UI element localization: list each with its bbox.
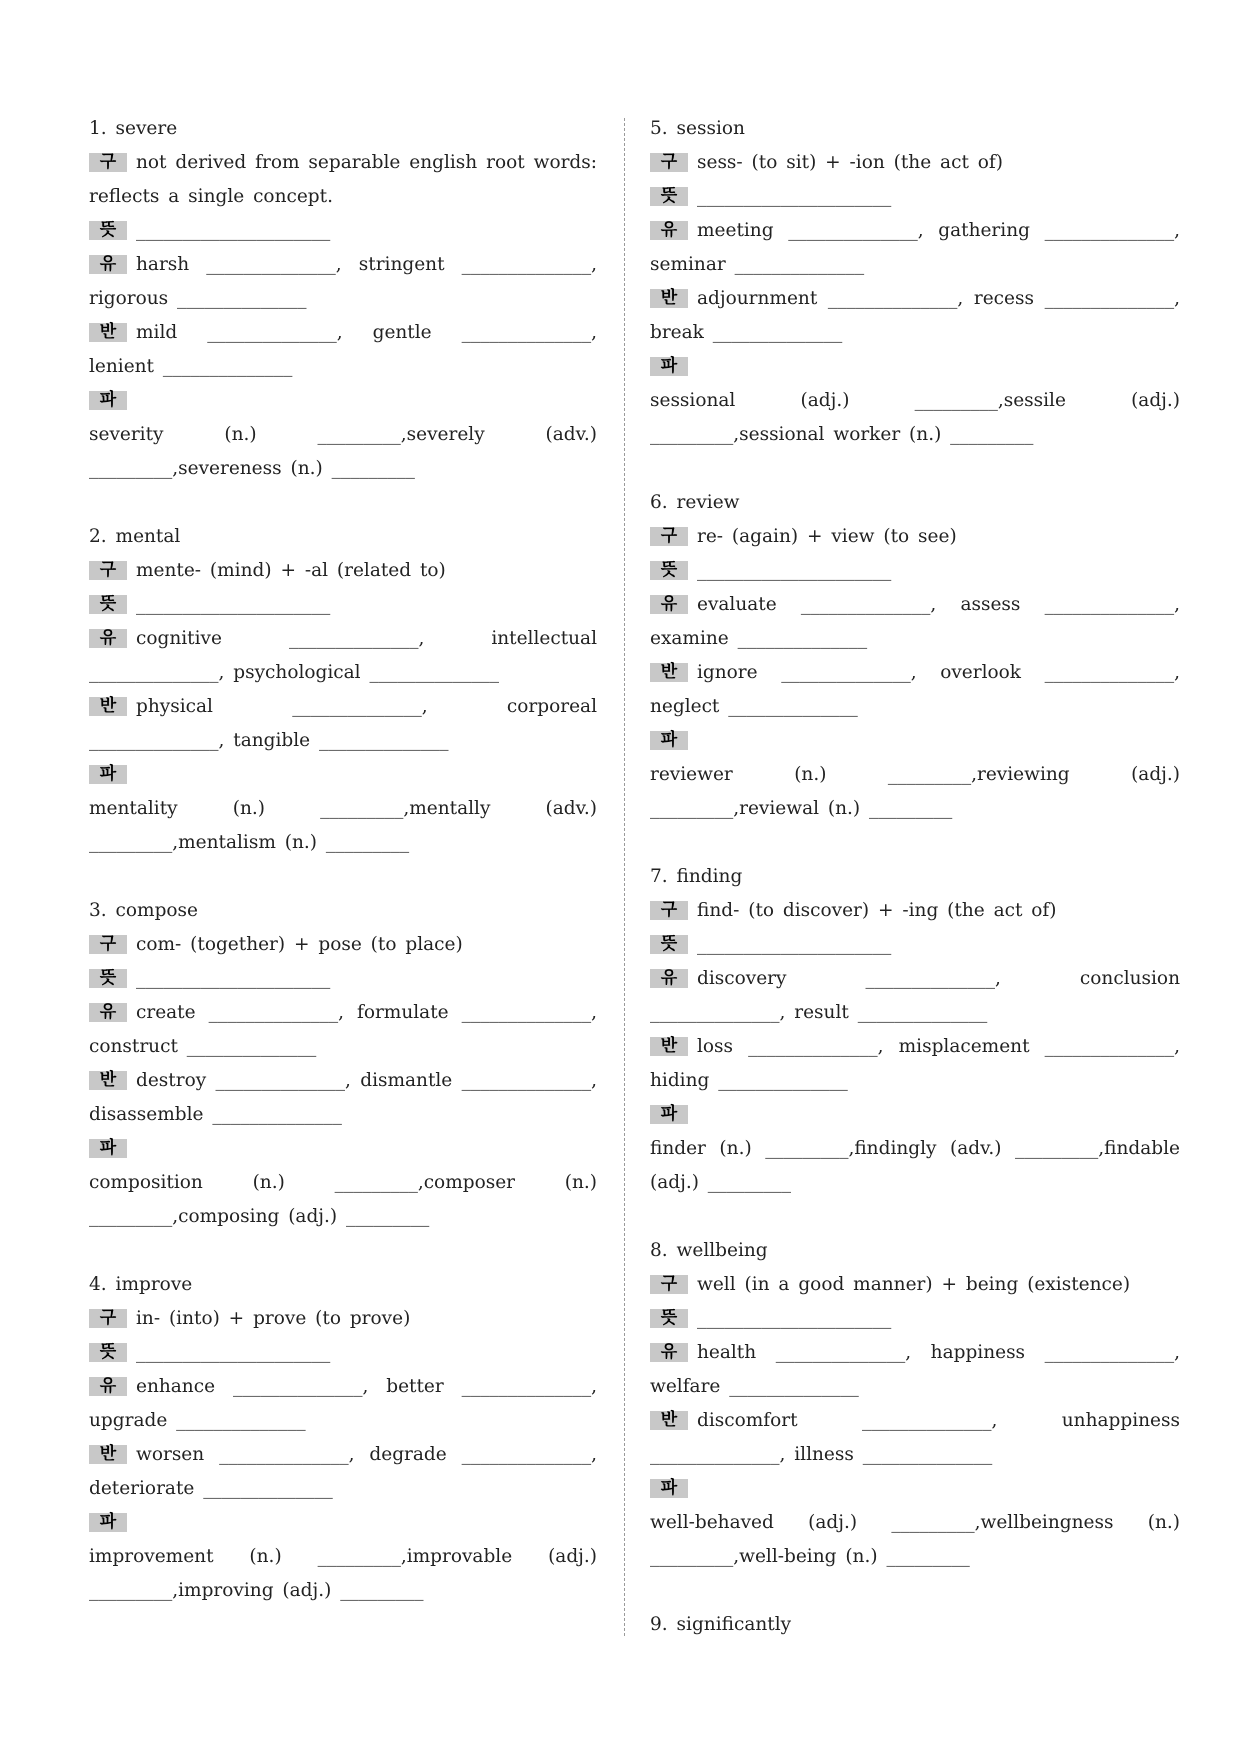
- etymology-text: mente- (mind) + -al (related to): [136, 560, 446, 581]
- pa-tag: 파: [89, 1139, 127, 1158]
- yu-tag: 유: [650, 969, 688, 988]
- gu-tag: 구: [650, 153, 688, 172]
- derivatives-text: mentality (n.) _________,mentally (adv.) _________,mentalism (n.) _________: [89, 798, 597, 853]
- ban-tag: 반: [650, 1411, 688, 1430]
- pa-tag: 파: [650, 357, 688, 376]
- vocab-entry: [650, 112, 1180, 452]
- synonyms-text: meeting ______________, gathering ______________, seminar ______________: [650, 220, 1180, 275]
- vocab-entry: [89, 1268, 597, 1608]
- tteut-row: [650, 928, 1180, 962]
- pa-row: [89, 758, 597, 792]
- pa-row: [650, 1472, 1180, 1506]
- yu-tag: 유: [89, 255, 127, 274]
- gu-tag: 구: [89, 1309, 127, 1328]
- synonyms-text: enhance ______________, better ______________, upgrade ______________: [89, 1376, 597, 1431]
- meaning-blank: _____________________: [136, 220, 331, 241]
- meaning-blank: _____________________: [697, 1308, 892, 1329]
- ban-tag: 반: [650, 1037, 688, 1056]
- gu-row: [650, 146, 1180, 180]
- pa-tag: 파: [89, 765, 127, 784]
- synonyms-text: discovery ______________, conclusion ______________, result ______________: [650, 968, 1180, 1023]
- yu-row: [650, 962, 1180, 1030]
- gu-row: [89, 554, 597, 588]
- yu-row: [89, 622, 597, 690]
- entry-title: 5. session: [650, 118, 745, 139]
- antonyms-text: mild ______________, gentle ______________, lenient ______________: [89, 322, 597, 377]
- gu-tag: 구: [650, 901, 688, 920]
- ban-row: [89, 1438, 597, 1506]
- meaning-blank: _____________________: [697, 186, 892, 207]
- vocab-entry: [650, 1234, 1180, 1574]
- synonyms-text: cognitive ______________, intellectual ______________, psychological ______________: [89, 628, 597, 683]
- etymology-text: com- (together) + pose (to place): [136, 934, 463, 955]
- pa-tag: 파: [89, 1513, 127, 1532]
- pa-tag: 파: [89, 391, 127, 410]
- antonyms-text: discomfort ______________, unhappiness ______________, illness ______________: [650, 1410, 1180, 1465]
- tteut-tag: 뜻: [89, 969, 127, 988]
- ban-tag: 반: [89, 697, 127, 716]
- yu-row: [89, 1370, 597, 1438]
- etymology-text: re- (again) + view (to see): [697, 526, 957, 547]
- ban-row: [89, 690, 597, 758]
- gu-tag: 구: [89, 561, 127, 580]
- etymology-text: in- (into) + prove (to prove): [136, 1308, 411, 1329]
- derivatives-text: sessional (adj.) _________,sessile (adj.) _________,sessional worker (n.) _________: [650, 390, 1180, 445]
- pa-tag: 파: [650, 1479, 688, 1498]
- tteut-row: [89, 962, 597, 996]
- tteut-tag: 뜻: [89, 1343, 127, 1362]
- ban-row: [650, 1404, 1180, 1472]
- yu-row: [650, 588, 1180, 656]
- derivatives-text: composition (n.) _________,composer (n.) _________,composing (adj.) _________: [89, 1172, 597, 1227]
- ban-tag: 반: [89, 1071, 127, 1090]
- pa-row: [89, 1506, 597, 1540]
- synonyms-text: create ______________, formulate ______________, construct ______________: [89, 1002, 597, 1057]
- ban-row: [89, 1064, 597, 1132]
- ban-row: [89, 316, 597, 384]
- pa-row: [650, 1098, 1180, 1132]
- ban-tag: 반: [650, 663, 688, 682]
- ban-tag: 반: [650, 289, 688, 308]
- yu-row: [650, 214, 1180, 282]
- tteut-row: [650, 554, 1180, 588]
- entry-title: 3. compose: [89, 900, 198, 921]
- meaning-blank: _____________________: [697, 560, 892, 581]
- antonyms-text: destroy ______________, dismantle ______________, disassemble ______________: [89, 1070, 597, 1125]
- entry-title: 4. improve: [89, 1274, 193, 1295]
- gu-row: [650, 520, 1180, 554]
- antonyms-text: physical ______________, corporeal ______________, tangible ______________: [89, 696, 597, 751]
- pa-tag: 파: [650, 1105, 688, 1124]
- etymology-text: find- (to discover) + -ing (the act of): [697, 900, 1057, 921]
- yu-tag: 유: [89, 629, 127, 648]
- ban-tag: 반: [89, 1445, 127, 1464]
- tteut-tag: 뜻: [89, 221, 127, 240]
- vocab-entry: [89, 894, 597, 1234]
- meaning-blank: _____________________: [136, 594, 331, 615]
- derivatives-text: improvement (n.) _________,improvable (adj.) _________,improving (adj.) _________: [89, 1546, 597, 1601]
- antonyms-text: adjournment ______________, recess ______________, break ______________: [650, 288, 1180, 343]
- entry-title: 1. severe: [89, 118, 178, 139]
- column-divider: [624, 118, 625, 1636]
- ban-row: [650, 1030, 1180, 1098]
- etymology-text: not derived from separable english root words: reflects a single concept.: [89, 152, 597, 207]
- vocab-entry: [650, 486, 1180, 826]
- yu-tag: 유: [650, 1343, 688, 1362]
- entry-title: 2. mental: [89, 526, 181, 547]
- meaning-blank: _____________________: [136, 1342, 331, 1363]
- entry-title: 9. significantly: [650, 1614, 792, 1635]
- tteut-tag: 뜻: [650, 1309, 688, 1328]
- gu-row: [650, 894, 1180, 928]
- gu-row: [89, 928, 597, 962]
- vocab-entry: [89, 112, 597, 486]
- gu-row: [650, 1268, 1180, 1302]
- gu-tag: 구: [89, 153, 127, 172]
- pa-row: [89, 1132, 597, 1166]
- yu-tag: 유: [89, 1377, 127, 1396]
- tteut-row: [89, 1336, 597, 1370]
- gu-tag: 구: [650, 1275, 688, 1294]
- synonyms-text: evaluate ______________, assess ______________, examine ______________: [650, 594, 1180, 649]
- ban-tag: 반: [89, 323, 127, 342]
- synonyms-text: harsh ______________, stringent ______________, rigorous ______________: [89, 254, 597, 309]
- yu-tag: 유: [650, 221, 688, 240]
- entry-title: 6. review: [650, 492, 740, 513]
- tteut-row: [89, 588, 597, 622]
- tteut-row: [650, 1302, 1180, 1336]
- antonyms-text: loss ______________, misplacement ______________, hiding ______________: [650, 1036, 1180, 1091]
- derivatives-text: well-behaved (adj.) _________,wellbeingness (n.) _________,well-being (n.) _________: [650, 1512, 1180, 1567]
- yu-tag: 유: [650, 595, 688, 614]
- gu-tag: 구: [650, 527, 688, 546]
- vocab-entry: [650, 1608, 1180, 1642]
- tteut-tag: 뜻: [89, 595, 127, 614]
- etymology-text: sess- (to sit) + -ion (the act of): [697, 152, 1003, 173]
- gu-tag: 구: [89, 935, 127, 954]
- gu-row: [89, 1302, 597, 1336]
- yu-tag: 유: [89, 1003, 127, 1022]
- pa-row: [650, 724, 1180, 758]
- pa-row: [89, 384, 597, 418]
- meaning-blank: _____________________: [697, 934, 892, 955]
- antonyms-text: ignore ______________, overlook ______________, neglect ______________: [650, 662, 1180, 717]
- tteut-tag: 뜻: [650, 561, 688, 580]
- ban-row: [650, 282, 1180, 350]
- entry-title: 8. wellbeing: [650, 1240, 768, 1261]
- yu-row: [89, 996, 597, 1064]
- gu-row: [89, 146, 597, 214]
- tteut-row: [650, 180, 1180, 214]
- synonyms-text: health ______________, happiness ______________, welfare ______________: [650, 1342, 1180, 1397]
- vocab-entry: [650, 860, 1180, 1200]
- entry-title: 7. finding: [650, 866, 743, 887]
- derivatives-text: finder (n.) _________,findingly (adv.) _________,findable (adj.) _________: [650, 1138, 1180, 1193]
- tteut-row: [89, 214, 597, 248]
- pa-tag: 파: [650, 731, 688, 750]
- derivatives-text: severity (n.) _________,severely (adv.) _________,severeness (n.) _________: [89, 424, 597, 479]
- yu-row: [650, 1336, 1180, 1404]
- pa-row: [650, 350, 1180, 384]
- vocab-entry: [89, 520, 597, 860]
- derivatives-text: reviewer (n.) _________,reviewing (adj.) _________,reviewal (n.) _________: [650, 764, 1180, 819]
- meaning-blank: _____________________: [136, 968, 331, 989]
- yu-row: [89, 248, 597, 316]
- antonyms-text: worsen ______________, degrade ______________, deteriorate ______________: [89, 1444, 597, 1499]
- left-column: [89, 112, 597, 1642]
- etymology-text: well (in a good manner) + being (existence): [697, 1274, 1131, 1295]
- tteut-tag: 뜻: [650, 187, 688, 206]
- right-column: [650, 112, 1180, 1676]
- ban-row: [650, 656, 1180, 724]
- tteut-tag: 뜻: [650, 935, 688, 954]
